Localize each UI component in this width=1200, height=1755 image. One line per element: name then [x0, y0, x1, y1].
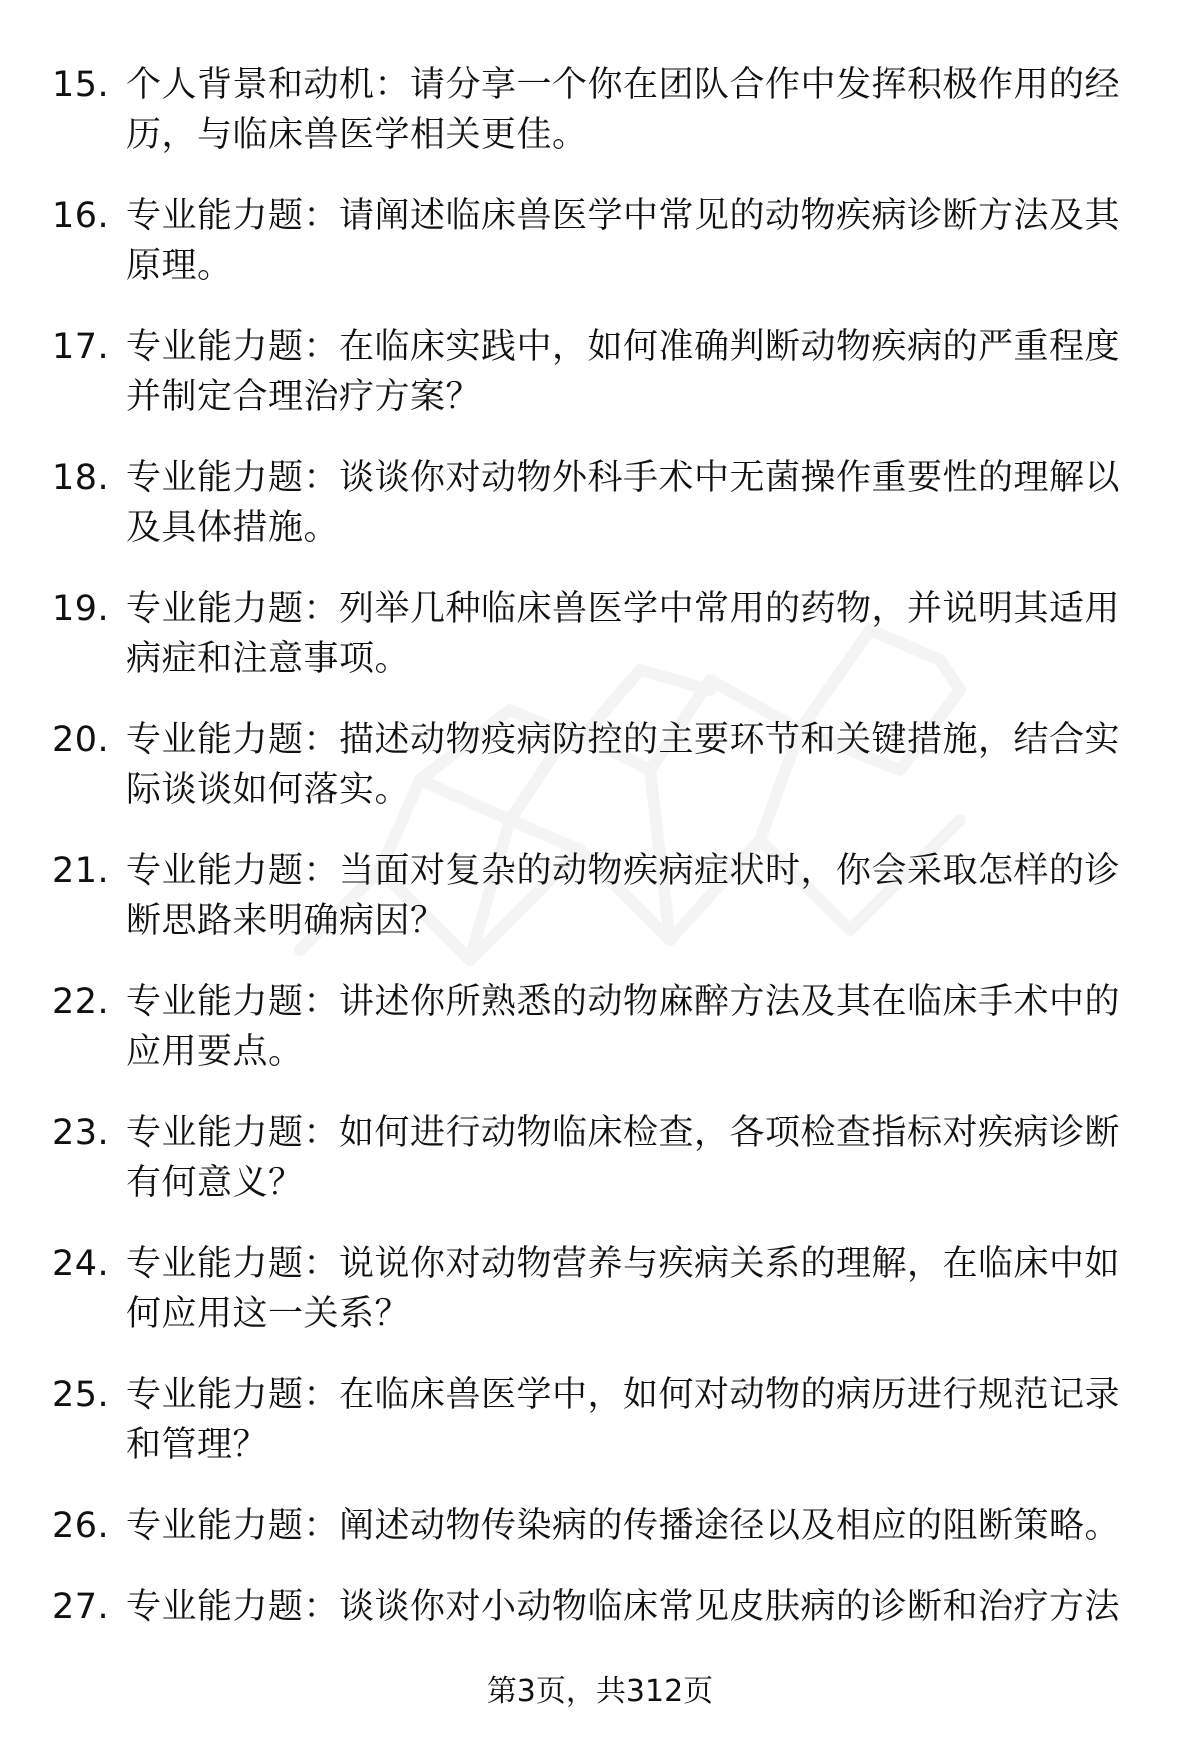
question-item	[52, 977, 1142, 1077]
question-number: 23.	[52, 1113, 110, 1153]
question-number: 17.	[52, 327, 110, 367]
question-text: 专业能力题：列举几种临床兽医学中常用的药物，并说明其适用病症和注意事项。	[126, 589, 1121, 679]
question-item	[52, 1108, 1142, 1208]
question-item	[52, 191, 1142, 291]
question-list	[52, 60, 1142, 1663]
question-text: 专业能力题：说说你对动物营养与疾病关系的理解，在临床中如何应用这一关系？	[126, 1244, 1121, 1334]
question-number: 22.	[52, 982, 110, 1022]
question-text: 专业能力题：在临床实践中，如何准确判断动物疾病的严重程度并制定合理治疗方案？	[126, 327, 1121, 417]
question-text: 专业能力题：当面对复杂的动物疾病症状时，你会采取怎样的诊断思路来明确病因？	[126, 851, 1121, 941]
question-item	[52, 584, 1142, 684]
question-number: 16.	[52, 196, 110, 236]
question-item	[52, 1370, 1142, 1470]
question-text: 专业能力题：请阐述临床兽医学中常见的动物疾病诊断方法及其原理。	[126, 196, 1121, 286]
question-text: 专业能力题：在临床兽医学中，如何对动物的病历进行规范记录和管理？	[126, 1375, 1121, 1465]
question-text: 专业能力题：描述动物疫病防控的主要环节和关键措施，结合实际谈谈如何落实。	[126, 720, 1121, 810]
question-item	[52, 1501, 1142, 1551]
question-number: 25.	[52, 1375, 110, 1415]
question-number: 26.	[52, 1506, 110, 1546]
question-item	[52, 1582, 1142, 1632]
question-text: 专业能力题：谈谈你对动物外科手术中无菌操作重要性的理解以及具体措施。	[126, 458, 1121, 548]
question-text: 专业能力题：如何进行动物临床检查，各项检查指标对疾病诊断有何意义？	[126, 1113, 1121, 1203]
question-number: 21.	[52, 851, 110, 891]
question-item	[52, 322, 1142, 422]
question-number: 18.	[52, 458, 110, 498]
question-item	[52, 846, 1142, 946]
question-item	[52, 453, 1142, 553]
question-item	[52, 715, 1142, 815]
question-text: 个人背景和动机：请分享一个你在团队合作中发挥积极作用的经历，与临床兽医学相关更佳。	[126, 65, 1121, 155]
page-footer	[0, 1672, 1200, 1712]
question-number: 20.	[52, 720, 110, 760]
question-text: 专业能力题：谈谈你对小动物临床常见皮肤病的诊断和治疗方法	[126, 1587, 1121, 1627]
question-item	[52, 60, 1142, 160]
question-item	[52, 1239, 1142, 1339]
question-number: 27.	[52, 1587, 110, 1627]
question-number: 15.	[52, 65, 110, 105]
question-text: 专业能力题：阐述动物传染病的传播途径以及相应的阻断策略。	[126, 1506, 1121, 1546]
page-indicator: 第3页，共312页	[486, 1674, 714, 1709]
question-number: 24.	[52, 1244, 110, 1284]
question-text: 专业能力题：讲述你所熟悉的动物麻醉方法及其在临床手术中的应用要点。	[126, 982, 1121, 1072]
question-number: 19.	[52, 589, 110, 629]
